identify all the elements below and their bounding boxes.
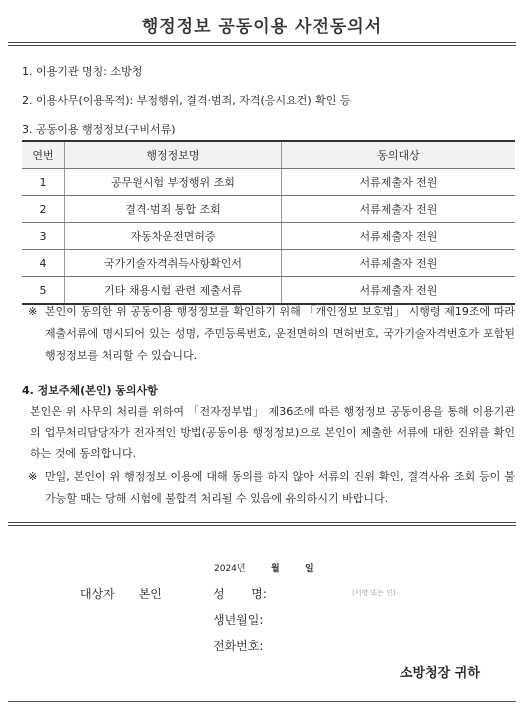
table-row <box>22 169 515 196</box>
note-mark: ※ <box>28 470 38 483</box>
subject-line <box>80 585 162 602</box>
privacy-note <box>28 301 515 367</box>
row-target: 서류제출자 전원 <box>282 196 516 223</box>
header-no: 연번 <box>22 141 65 169</box>
table-row <box>22 223 515 250</box>
signature-date <box>214 561 314 574</box>
row-info-name: 공무원시험 부정행위 조회 <box>65 169 282 196</box>
date-day: 일 <box>305 564 314 574</box>
admin-info-table <box>22 140 515 305</box>
table-row <box>22 277 515 305</box>
info-heading: 3. 공동이용 행정정보(구비서류) <box>22 123 176 136</box>
note-text: 만일, 본인이 위 행정정보 이용에 대해 동의를 하지 않아 서류의 진위 확인, 결격사유 조회 등이 불가능할 때는 당해 시험에 불합격 처리될 수 있음에 유의하시기 바랍니다. <box>45 470 515 505</box>
row-info-name: 자동차운전면허증 <box>65 223 282 250</box>
bottom-divider <box>8 701 516 702</box>
section4-body: 본인은 위 사무의 처리를 위하여 「전자정부법」 제36조에 따른 행정정보 공동이용을 통해 이용기관의 업무처리담당자가 전자적인 방법(공동이용 행정정보)으로 본인이 제출한 서류에 대한 진위를 확인하는 것에 동의합니다. <box>30 405 515 460</box>
signature-divider <box>8 522 516 526</box>
row-no: 4 <box>22 250 65 277</box>
refusal-note <box>28 466 515 510</box>
row-no: 5 <box>22 277 65 305</box>
section4-heading: 4. 정보주체(본인) 동의사항 <box>22 384 158 397</box>
note-mark: ※ <box>28 305 38 318</box>
row-no: 1 <box>22 169 65 196</box>
date-month: 월 <box>271 564 280 574</box>
row-info-name: 결격·범죄 통합 조회 <box>65 196 282 223</box>
row-info-name: 기타 채용시험 관련 제출서류 <box>65 277 282 305</box>
sign-hint: (서명 또는 인) <box>352 589 396 597</box>
subject-label: 대상자 <box>80 587 115 601</box>
birthdate-field-label: 생년월일: <box>213 613 264 627</box>
name-field-label: 성 명: <box>213 587 267 601</box>
note-text: 본인이 동의한 위 공동이용 행정정보를 확인하기 위해 「개인정보 보호법」 시행령 제19조에 따라 제출서류에 명시되어 있는 성명, 주민등록번호, 운전면허의 면허번호, 국가기술자격번호가 포함된 행정정보를 처리할 수 있습니다. <box>45 305 515 362</box>
purpose-line: 2. 이용사무(이용목적): 부정행위, 결격·범죄, 자격(응시요건) 확인 등 <box>22 94 351 107</box>
row-target: 서류제출자 전원 <box>282 250 516 277</box>
table-row <box>22 196 515 223</box>
table-header-row <box>22 141 515 169</box>
header-info-name: 행정정보명 <box>65 141 282 169</box>
row-target: 서류제출자 전원 <box>282 169 516 196</box>
row-target: 서류제출자 전원 <box>282 223 516 250</box>
date-year: 2024년 <box>214 564 246 574</box>
agency-line: 1. 이용기관 명칭: 소방청 <box>22 65 143 78</box>
table-row <box>22 250 515 277</box>
addressee-closing: 소방청장 귀하 <box>400 666 480 681</box>
row-no: 3 <box>22 223 65 250</box>
row-target: 서류제출자 전원 <box>282 277 516 305</box>
row-no: 2 <box>22 196 65 223</box>
header-target: 동의대상 <box>282 141 516 169</box>
subject-value: 본인 <box>138 587 162 601</box>
row-info-name: 국가기술자격취득사항확인서 <box>65 250 282 277</box>
title-divider <box>8 42 516 46</box>
document-title: 행정정보 공동이용 사전동의서 <box>141 17 383 37</box>
phone-field-label: 전화번호: <box>213 639 264 653</box>
